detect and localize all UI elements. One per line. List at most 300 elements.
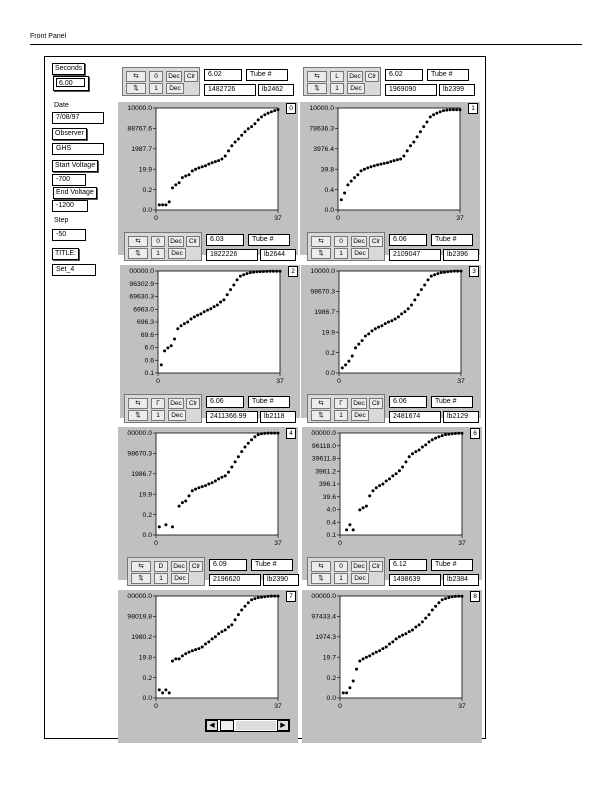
data-point xyxy=(365,505,368,508)
xy-autoscale-icon[interactable]: ⇆ xyxy=(307,71,327,82)
y-tick-label: 10000.0 xyxy=(127,105,152,113)
data-point xyxy=(393,159,396,162)
data-point xyxy=(275,270,278,273)
data-point xyxy=(390,319,393,322)
count-field[interactable]: 2411366.99 xyxy=(206,411,258,423)
data-point xyxy=(253,597,256,600)
data-point xyxy=(176,327,179,330)
data-point xyxy=(385,480,388,483)
data-point xyxy=(407,307,410,310)
start-voltage-field[interactable]: -700 xyxy=(52,174,86,186)
data-point xyxy=(348,523,351,526)
data-point xyxy=(183,322,186,325)
data-point xyxy=(226,293,229,296)
palette-button-top-1[interactable]: Dec xyxy=(351,398,367,409)
palette-button-top-2[interactable]: Clr xyxy=(369,398,383,409)
data-point xyxy=(197,486,200,489)
count-field[interactable]: 2196620 xyxy=(209,574,261,586)
data-point xyxy=(398,469,401,472)
xy-autoscale-icon[interactable]: ⇆ xyxy=(126,71,146,82)
data-point xyxy=(428,613,431,616)
graph-index-label: 4 xyxy=(286,428,296,439)
data-point xyxy=(201,485,204,488)
palette-button-top-1[interactable]: Dec xyxy=(171,561,187,572)
data-point xyxy=(388,477,391,480)
data-point xyxy=(450,270,453,273)
data-point xyxy=(388,643,391,646)
data-point xyxy=(181,654,184,657)
palette-button-top-1[interactable]: Dec xyxy=(351,236,367,247)
data-point xyxy=(277,108,280,111)
palette-button-top-1[interactable]: Dec xyxy=(168,236,184,247)
data-point xyxy=(451,595,454,598)
xy-autoscale-icon[interactable]: ⇆ xyxy=(131,561,151,572)
data-point xyxy=(255,270,258,273)
data-point xyxy=(250,438,253,441)
y-tick-label: 1974.3 xyxy=(315,634,336,641)
plot-area xyxy=(156,433,278,535)
palette-button-bottom-1[interactable]: Dec xyxy=(351,573,369,584)
horizontal-scrollbar[interactable] xyxy=(205,719,290,732)
data-point xyxy=(431,609,434,612)
data-point xyxy=(173,338,176,341)
y-tick-label: 39.6 xyxy=(322,493,336,501)
data-point xyxy=(361,339,364,342)
palette-button-bottom-1[interactable]: Dec xyxy=(171,573,189,584)
palette-button-top-0[interactable]: D xyxy=(154,561,168,572)
gain-field[interactable]: 6.02 xyxy=(385,69,423,81)
data-point xyxy=(158,203,161,206)
xy-autoscale-icon[interactable]: ⇆ xyxy=(128,236,148,247)
data-point xyxy=(211,637,214,640)
y-tick-label: 88767.6 xyxy=(127,125,152,133)
data-point xyxy=(244,130,247,133)
palette-button-bottom-0[interactable]: 1 xyxy=(334,573,348,584)
data-point xyxy=(360,169,363,172)
data-point xyxy=(391,640,394,643)
data-point xyxy=(227,626,230,629)
data-point xyxy=(434,437,437,440)
data-point xyxy=(237,613,240,616)
data-point xyxy=(381,647,384,650)
data-point xyxy=(161,203,164,206)
data-point xyxy=(237,138,240,141)
data-point xyxy=(188,173,191,176)
palette-button-bottom-0[interactable]: 1 xyxy=(151,410,165,421)
data-point xyxy=(373,164,376,167)
x-tick-label: 37 xyxy=(274,540,282,547)
plot-area xyxy=(156,108,278,210)
data-point xyxy=(272,270,275,273)
palette-button-bottom-0[interactable]: 1 xyxy=(334,248,348,259)
xy-autoscale-icon[interactable]: ⇆ xyxy=(311,561,331,572)
data-point xyxy=(194,488,197,491)
data-point xyxy=(447,596,450,599)
data-point xyxy=(214,635,217,638)
data-point xyxy=(411,629,414,632)
palette-button-bottom-1[interactable]: Dec xyxy=(168,410,186,421)
y-tick-label: 78636.3 xyxy=(309,125,334,133)
end-voltage-field[interactable]: -1200 xyxy=(52,200,88,212)
data-point xyxy=(217,477,220,480)
data-point xyxy=(431,438,434,441)
y-scale-icon[interactable]: ⇅ xyxy=(126,83,146,94)
data-point xyxy=(191,649,194,652)
plot-area xyxy=(338,108,460,210)
y-scale-icon[interactable]: ⇅ xyxy=(311,410,331,421)
palette-button-top-0[interactable]: 0 xyxy=(151,236,165,247)
y-tick-label: 1986.7 xyxy=(131,471,152,478)
data-point xyxy=(378,649,381,652)
data-point xyxy=(237,455,240,458)
gain-field[interactable]: 6.06 xyxy=(389,234,427,246)
data-point xyxy=(207,640,210,643)
data-point xyxy=(362,506,365,509)
data-point xyxy=(188,494,191,497)
title-field[interactable]: Set_4 xyxy=(52,264,96,276)
y-tick-label: 396.1 xyxy=(318,481,336,489)
data-point xyxy=(160,363,163,366)
tube-label: Tube # xyxy=(246,69,288,81)
tube-number-field[interactable]: lb2462 xyxy=(258,84,294,96)
y-tick-label: 0.0 xyxy=(142,532,152,540)
data-point xyxy=(371,329,374,332)
y-tick-label: 98670.3 xyxy=(127,450,152,458)
tube-number-field[interactable]: lb2118 xyxy=(260,411,296,423)
data-point xyxy=(401,634,404,637)
data-point xyxy=(377,326,380,329)
gain-field[interactable]: 6.02 xyxy=(204,69,242,81)
palette-button-bottom-1[interactable]: Dec xyxy=(347,83,365,94)
palette-button-top-0[interactable]: L xyxy=(330,71,344,82)
xy-autoscale-icon[interactable]: ⇆ xyxy=(311,236,331,247)
graph-1-controls xyxy=(303,67,473,96)
plot-area xyxy=(340,596,462,698)
step-field[interactable]: -50 xyxy=(52,229,86,241)
palette-button-top-0[interactable]: 0 xyxy=(149,71,163,82)
palette-button-top-1[interactable]: Dec xyxy=(347,71,363,82)
data-point xyxy=(375,486,378,489)
data-point xyxy=(277,595,280,598)
data-point xyxy=(368,494,371,497)
tube-number-field[interactable]: lb2390 xyxy=(263,574,299,586)
data-point xyxy=(403,310,406,313)
data-point xyxy=(190,318,193,321)
data-point xyxy=(230,623,233,626)
x-tick-label: 37 xyxy=(456,215,464,222)
seconds-input[interactable]: 6.00 xyxy=(56,78,85,87)
data-point xyxy=(269,270,272,273)
graph-4-controls xyxy=(124,394,294,423)
data-point xyxy=(220,476,223,479)
palette-button-top-1[interactable]: Dec xyxy=(166,71,182,82)
data-point xyxy=(417,293,420,296)
data-point xyxy=(391,474,394,477)
data-point xyxy=(378,484,381,487)
data-point xyxy=(395,637,398,640)
data-point xyxy=(249,271,252,274)
palette-button-top-0[interactable]: Γ xyxy=(334,398,348,409)
count-field[interactable]: 2109047 xyxy=(389,249,441,261)
y-tick-label: 00000.0 xyxy=(127,430,152,438)
data-point xyxy=(342,691,345,694)
palette-button-bottom-1[interactable]: Dec xyxy=(166,83,184,94)
y-tick-label: 0.1 xyxy=(144,370,154,378)
data-point xyxy=(341,366,344,369)
data-point xyxy=(358,508,361,511)
data-point xyxy=(437,435,440,438)
plot-area xyxy=(158,271,280,373)
y-tick-label: 6.0 xyxy=(144,344,154,352)
data-point xyxy=(184,652,187,655)
data-point xyxy=(178,505,181,508)
data-point xyxy=(459,108,462,111)
data-point xyxy=(381,483,384,486)
data-point xyxy=(267,112,270,115)
graph-index-label: 1 xyxy=(468,103,478,114)
data-point xyxy=(396,158,399,161)
tube-number-field[interactable]: lb2644 xyxy=(260,249,296,261)
palette-button-top-0[interactable]: 0 xyxy=(334,561,348,572)
graph-palette xyxy=(127,557,205,586)
graph-palette xyxy=(122,67,200,96)
data-point xyxy=(181,501,184,504)
xy-autoscale-icon[interactable]: ⇆ xyxy=(128,398,148,409)
y-tick-label: 10000.0 xyxy=(310,268,335,276)
data-point xyxy=(229,288,232,291)
data-point xyxy=(363,168,366,171)
tube-label: Tube # xyxy=(427,69,469,81)
palette-button-top-1[interactable]: Dec xyxy=(351,561,367,572)
palette-button-top-0[interactable]: 0 xyxy=(334,236,348,247)
data-point xyxy=(253,435,256,438)
graph-palette xyxy=(124,394,202,423)
count-field[interactable]: 1482726 xyxy=(204,84,256,96)
y-tick-label: 0.2 xyxy=(326,674,336,682)
data-point xyxy=(427,278,430,281)
data-point xyxy=(429,115,432,118)
data-point xyxy=(414,450,417,453)
y-tick-label: 696.3 xyxy=(136,319,154,327)
tube-label: Tube # xyxy=(431,559,473,571)
y-scale-icon[interactable]: ⇅ xyxy=(311,573,331,584)
scroll-right-arrow-icon[interactable]: ▶ xyxy=(277,720,289,731)
x-tick-label: 0 xyxy=(154,703,158,710)
data-point xyxy=(234,618,237,621)
gain-field[interactable]: 6.06 xyxy=(206,396,244,408)
data-point xyxy=(203,310,206,313)
palette-button-top-2[interactable]: Clr xyxy=(184,71,198,82)
data-point xyxy=(232,284,235,287)
scroll-thumb[interactable] xyxy=(220,720,234,731)
data-point xyxy=(214,480,217,483)
seconds-control[interactable] xyxy=(53,76,89,91)
y-scale-icon[interactable]: ⇅ xyxy=(128,410,148,421)
graph-palette xyxy=(307,394,385,423)
data-point xyxy=(213,305,216,308)
graph-8 xyxy=(302,590,482,743)
y-scale-icon[interactable]: ⇅ xyxy=(307,83,327,94)
observer-field[interactable]: GHS xyxy=(52,143,104,155)
data-point xyxy=(270,110,273,113)
gain-field[interactable]: 6.06 xyxy=(389,396,427,408)
data-point xyxy=(362,657,365,660)
y-tick-label: 00000.0 xyxy=(311,593,336,601)
plot-area xyxy=(339,271,461,373)
data-point xyxy=(277,432,280,435)
tube-number-field[interactable]: lb2399 xyxy=(439,84,475,96)
data-point xyxy=(437,601,440,604)
count-field[interactable]: 1498639 xyxy=(389,574,441,586)
y-tick-label: 0.0 xyxy=(142,695,152,703)
palette-button-top-2[interactable]: Clr xyxy=(189,561,203,572)
data-point xyxy=(267,595,270,598)
seconds-label: Seconds xyxy=(52,63,85,75)
palette-button-bottom-0[interactable]: 1 xyxy=(334,410,348,421)
gain-field[interactable]: 6.12 xyxy=(389,559,427,571)
title-label: TITLE: xyxy=(52,248,79,260)
x-tick-label: 37 xyxy=(274,703,282,710)
data-point xyxy=(368,654,371,657)
y-tick-label: 69630.3 xyxy=(129,293,154,301)
observer-label: Observer xyxy=(52,128,87,140)
data-point xyxy=(443,271,446,274)
data-point xyxy=(204,484,207,487)
palette-button-top-0[interactable]: Γ xyxy=(151,398,165,409)
data-point xyxy=(191,169,194,172)
palette-button-top-2[interactable]: Clr xyxy=(365,71,379,82)
data-point xyxy=(366,166,369,169)
data-point xyxy=(343,192,346,195)
data-point xyxy=(250,125,253,128)
gain-field[interactable]: 6.09 xyxy=(209,559,247,571)
graph-0-controls xyxy=(122,67,292,96)
gain-field[interactable]: 6.03 xyxy=(206,234,244,246)
data-point xyxy=(412,141,415,144)
data-point xyxy=(263,432,266,435)
y-tick-label: 0.2 xyxy=(142,186,152,194)
data-point xyxy=(344,363,347,366)
palette-button-bottom-0[interactable]: 1 xyxy=(149,83,163,94)
y-tick-label: 0.1 xyxy=(326,532,336,540)
palette-button-bottom-1[interactable]: Dec xyxy=(168,248,186,259)
scroll-left-arrow-icon[interactable]: ◀ xyxy=(206,720,218,731)
data-point xyxy=(204,643,207,646)
data-point xyxy=(384,322,387,325)
y-tick-label: 1980.2 xyxy=(131,634,152,641)
graph-index-label: 0 xyxy=(286,103,296,114)
data-point xyxy=(207,483,210,486)
data-point xyxy=(194,648,197,651)
data-point xyxy=(400,312,403,315)
data-point xyxy=(426,121,429,124)
y-tick-label: 6963.0 xyxy=(133,306,154,314)
data-point xyxy=(164,688,167,691)
data-point xyxy=(263,595,266,598)
y-tick-label: 1987.7 xyxy=(131,146,152,153)
y-tick-label: 69.6 xyxy=(140,331,154,339)
tube-number-field[interactable]: lb2384 xyxy=(443,574,479,586)
data-point xyxy=(401,466,404,469)
count-field[interactable]: 2481674 xyxy=(389,411,441,423)
y-tick-label: 19.9 xyxy=(321,329,335,337)
data-point xyxy=(240,609,243,612)
data-point xyxy=(219,301,222,304)
data-point xyxy=(247,442,250,445)
data-point xyxy=(259,270,262,273)
data-point xyxy=(270,432,273,435)
count-field[interactable]: 1822226 xyxy=(206,249,258,261)
tube-number-field[interactable]: lb2129 xyxy=(443,411,479,423)
x-tick-label: 0 xyxy=(154,215,158,222)
data-point xyxy=(220,158,223,161)
data-point xyxy=(201,646,204,649)
data-point xyxy=(171,660,174,663)
palette-button-top-2[interactable]: Clr xyxy=(369,236,383,247)
xy-autoscale-icon[interactable]: ⇆ xyxy=(311,398,331,409)
data-point xyxy=(158,688,161,691)
data-point xyxy=(385,646,388,649)
data-point xyxy=(239,275,242,278)
data-point xyxy=(224,155,227,158)
header-divider xyxy=(30,44,582,45)
data-point xyxy=(164,203,167,206)
palette-button-bottom-0[interactable]: 1 xyxy=(154,573,168,584)
data-point xyxy=(399,158,402,161)
palette-button-top-1[interactable]: Dec xyxy=(168,398,184,409)
data-point xyxy=(197,647,200,650)
data-point xyxy=(444,433,447,436)
data-point xyxy=(406,149,409,152)
y-tick-label: 1986.7 xyxy=(314,309,335,316)
y-scale-icon[interactable]: ⇅ xyxy=(128,248,148,259)
y-scale-icon[interactable]: ⇅ xyxy=(131,573,151,584)
data-point xyxy=(227,149,230,152)
tube-label: Tube # xyxy=(431,396,473,408)
data-point xyxy=(364,335,367,338)
data-point xyxy=(240,134,243,137)
palette-button-bottom-0[interactable]: 1 xyxy=(151,248,165,259)
date-field[interactable]: 7/08/97 xyxy=(52,112,104,124)
palette-button-top-2[interactable]: Clr xyxy=(186,398,200,409)
graph-index-label: 3 xyxy=(469,266,479,277)
data-point xyxy=(445,109,448,112)
data-point xyxy=(257,433,260,436)
palette-button-bottom-1[interactable]: Dec xyxy=(351,248,369,259)
data-point xyxy=(351,355,354,358)
graph-7-controls xyxy=(127,557,297,586)
tube-label: Tube # xyxy=(248,234,290,246)
palette-button-bottom-1[interactable]: Dec xyxy=(351,410,369,421)
palette-button-top-2[interactable]: Clr xyxy=(369,561,383,572)
data-point xyxy=(352,680,355,683)
scroll-track[interactable] xyxy=(236,721,276,730)
data-point xyxy=(236,278,239,281)
data-point xyxy=(186,321,189,324)
plot-area xyxy=(340,433,462,535)
data-point xyxy=(376,163,379,166)
palette-button-top-2[interactable]: Clr xyxy=(186,236,200,247)
palette-button-bottom-0[interactable]: 1 xyxy=(330,83,344,94)
data-point xyxy=(181,176,184,179)
data-point xyxy=(435,112,438,115)
data-point xyxy=(347,360,350,363)
y-scale-icon[interactable]: ⇅ xyxy=(311,248,331,259)
y-tick-label: 96302.9 xyxy=(129,280,154,288)
tube-number-field[interactable]: lb2396 xyxy=(443,249,479,261)
data-point xyxy=(345,691,348,694)
count-field[interactable]: 1969090 xyxy=(385,84,437,96)
